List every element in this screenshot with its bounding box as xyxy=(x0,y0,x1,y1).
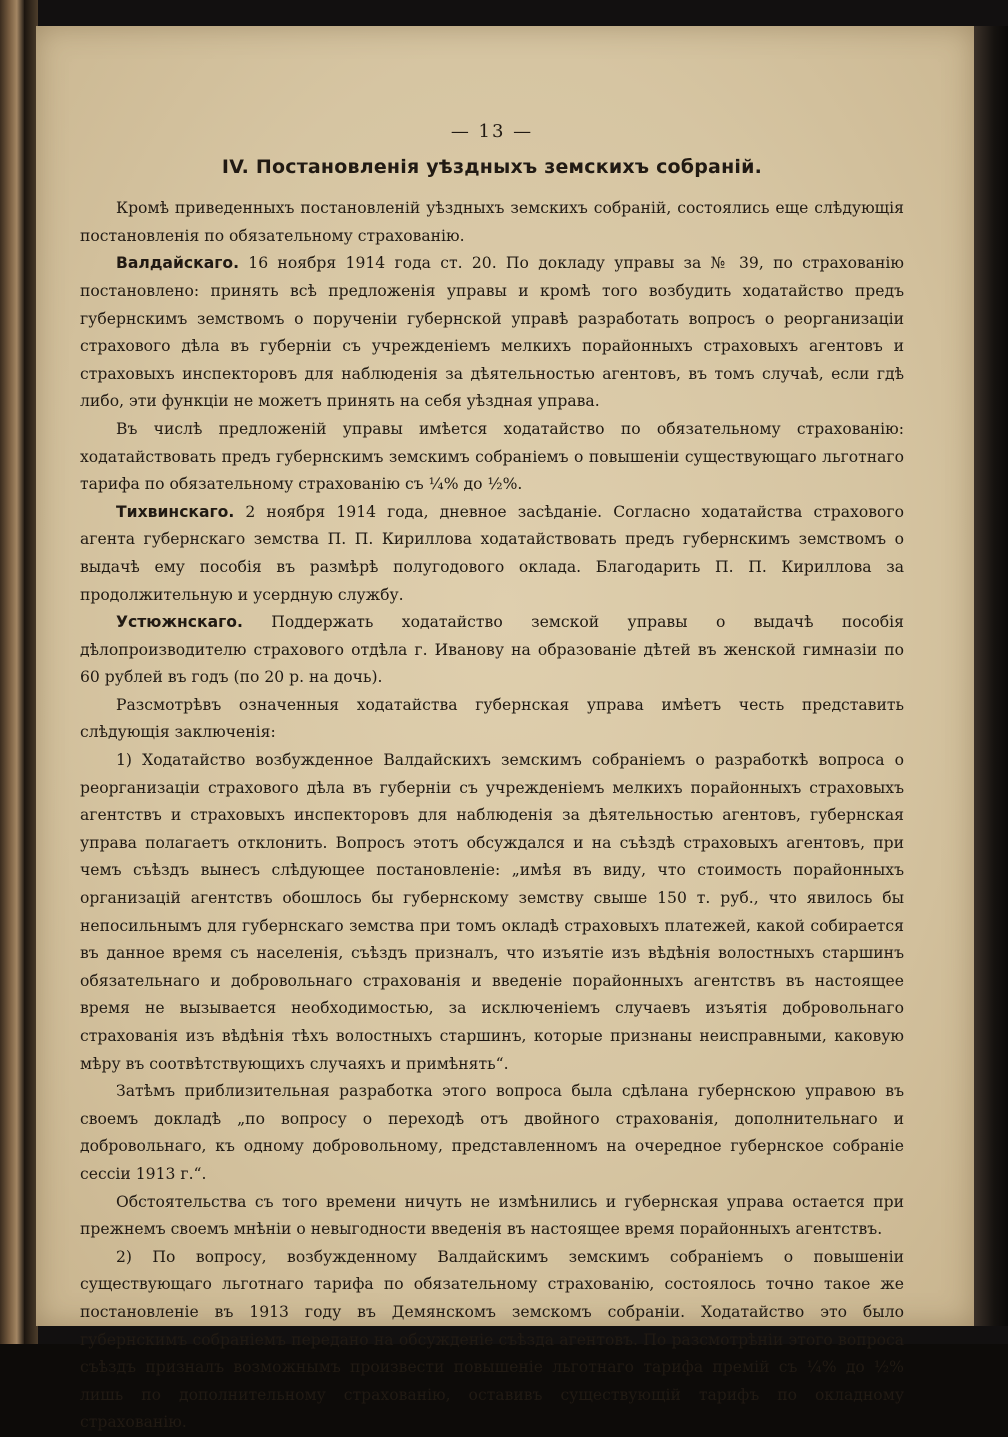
paragraph-6-text: Разсмотрѣвъ означенныя ходатайства губернская управа имѣетъ честь представить слѣдующія заключенія: xyxy=(80,695,904,742)
paragraph-ustyuzhna-lead: Устюжнскаго. xyxy=(116,613,243,632)
paragraph-valdai xyxy=(80,250,904,416)
paragraph-10 xyxy=(80,1244,904,1437)
paragraph-3 xyxy=(80,416,904,499)
book-cover-edge xyxy=(0,0,24,1344)
paragraph-tikhvin xyxy=(80,499,904,609)
paragraph-8 xyxy=(80,1078,904,1188)
page-text xyxy=(80,118,904,1437)
page-number: — 13 — xyxy=(450,121,534,142)
paragraph-10-text: 2) По вопросу, возбужденному Валдайскимъ земскимъ собраніемъ о повышеніи существующаго льготнаго тарифа по обязательному страхованію, состоялось точно такое же постановленіе въ 1913 году въ Демянскомъ земскомъ собраніи. Ходатайство это было губернскимъ собраніемъ передано на обсужденіе съѣзда агентовъ. По разсмотрѣніи этого вопроса съѣздъ призналъ возможнымъ произвести повышеніе льготнаго тарифа премій съ ¼% до ½% лишь по дополнительному страхованію, оставивъ существующій тарифъ по окладному страхованію. xyxy=(80,1247,904,1432)
paragraph-3-text: Въ числѣ предложеній управы имѣется ходатайство по обязательному страхованію: ходатайствовать предъ губернскимъ земскимъ собраніемъ о повышеніи существующаго льготнаго тарифа по обязательному страхованію съ ¼% до ½%. xyxy=(80,419,904,494)
paragraph-tikhvin-lead: Тихвинскаго. xyxy=(116,502,235,521)
paragraph-7 xyxy=(80,747,904,1078)
paragraph-8-text: Затѣмъ приблизительная разработка этого вопроса была сдѣлана губернскою управою въ своемъ докладѣ „по вопросу о переходѣ отъ двойного страхованія, дополнительнаго и добровольнаго, къ одному добровольному, представленномъ на очередное губернское собраніе сессіи 1913 г.“. xyxy=(80,1082,904,1183)
paragraph-valdai-lead: Валдайскаго. xyxy=(116,254,240,273)
section-heading: IV. Постановленія уѣздныхъ земскихъ собраній. xyxy=(221,155,763,178)
paragraph-1 xyxy=(80,195,904,250)
paragraph-9-text: Обстоятельства съ того времени ничуть не измѣнились и губернская управа остается при прежнемъ своемъ мнѣніи о невыгодности введенія въ настоящее время порайонныхъ агентствъ. xyxy=(80,1192,904,1239)
paragraph-ustyuzhna-text: Поддержать ходатайство земской управы о выдачѣ пособія дѣлопроизводителю страхового отдѣла г. Иванову на образованіе дѣтей въ женской гимназіи по 60 рублей въ годъ (по 20 р. на дочь). xyxy=(80,613,904,687)
paragraph-tikhvin-text: 2 ноября 1914 года, дневное засѣданіе. Согласно ходатайства страхового агента губернскаго земства П. П. Кириллова ходатайствовать предъ губернскимъ земствомъ о выдачѣ ему пособія въ размѣрѣ полугодового оклада. Благодарить П. П. Кириллова за продолжительную и усердную службу. xyxy=(80,502,904,604)
paragraph-9 xyxy=(80,1189,904,1244)
paragraph-valdai-text: 16 ноября 1914 года ст. 20. По докладу управы за № 39, по страхованію постановлено: принять всѣ предложенія управы и кромѣ того возбудить ходатайство предъ губернскимъ земствомъ о порученіи губернской управѣ разработать вопросъ о реорганизаціи страхового дѣла въ губерніи съ учрежденіемъ мелкихъ порайонныхъ страховыхъ агентовъ и страховыхъ инспекторовъ для наблюденія за дѣятельностью агентовъ, въ томъ случаѣ, если гдѣ либо, эти функціи не можетъ принять на себя уѣздная управа. xyxy=(80,254,904,411)
paragraph-ustyuzhna xyxy=(80,609,904,692)
right-page-edge xyxy=(974,26,1008,1326)
paragraph-1-text: Кромѣ приведенныхъ постановленій уѣздныхъ земскихъ собраній, состоялись еще слѣдующія постановленія по обязательному страхованію. xyxy=(80,199,904,245)
paragraph-6 xyxy=(80,692,904,747)
paragraph-7-text: 1) Ходатайство возбужденное Валдайскихъ земскимъ собраніемъ о разработкѣ вопроса о реорганизаціи страхового дѣла въ губерніи съ учрежденіемъ мелкихъ порайонныхъ страховыхъ агентствъ и страховыхъ инспекторовъ для наблюденія за дѣятельностью агентовъ, губернская управа полагаетъ отклонить. Вопросъ этотъ обсуждался и на съѣздѣ страховыхъ агентовъ, при чемъ съѣздъ вынесъ слѣдующее постановленіе: „имѣя въ виду, что стоимость порайонныхъ организацій агентствъ обошлось бы губернскому земству свыше 150 т. руб., что явилось бы непосильнымъ для губернскаго земства при томъ окладѣ страховыхъ платежей, какой собирается въ данное время съ населенія, съѣздъ призналъ, что изъятіе изъ вѣдѣнія волостныхъ старшинъ обязательнаго и добровольнаго страхованія и введеніе порайонныхъ агентствъ въ настоящее время не вызывается необходимостью, за исключеніемъ случаевъ изъятія добровольнаго страхованія изъ вѣдѣнія тѣхъ волостныхъ старшинъ, которые признаны неисправными, каковую мѣру въ соотвѣтствующихъ случаяхъ и примѣнять“. xyxy=(80,751,904,1073)
